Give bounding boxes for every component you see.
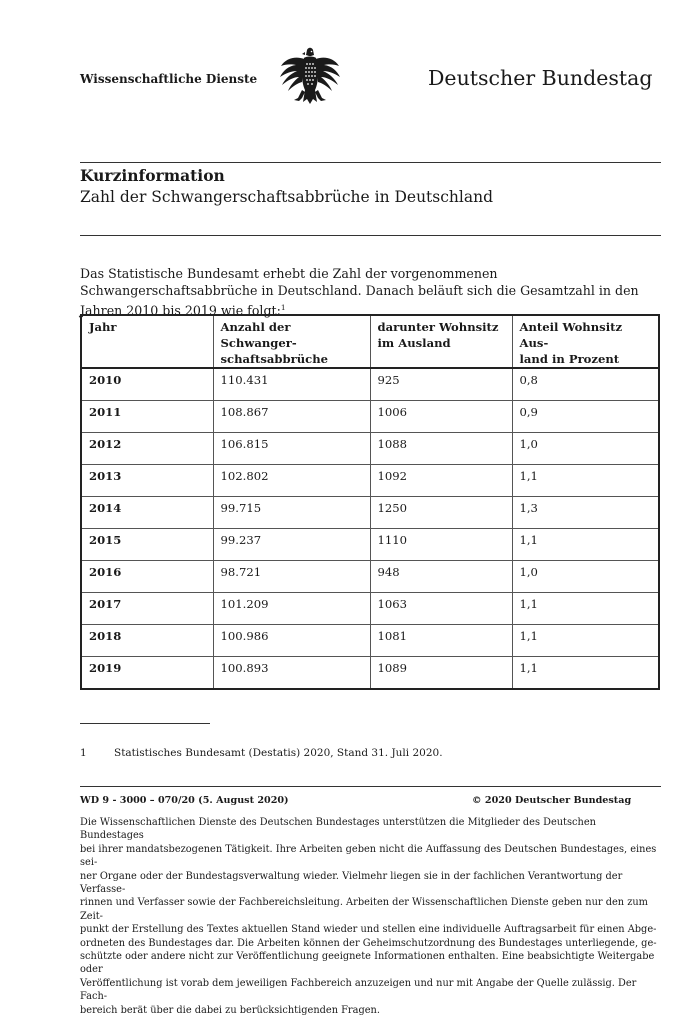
- divider: [80, 162, 661, 163]
- disclaimer-text: Die Wissenschaftlichen Dienste des Deutschen Bundestages unterstützen die Mitglieder des Deutschen Bundestages bei ihrer mandatsbezogenen Tätigkeit. Ihre Arbeiten geben nicht die Auffassung des Deutschen Bundestages, eines sei- ner Organe oder der Bundestagsverwaltung wieder. Vielmehr liegen sie in der fachlichen Verantwortung der Verfasse- rinnen und Verfasser sowie der Fachbereichsleitung. Arbeiten der Wissenschaftlichen Dienste geben nur den zum Zeit- punkt der Erstellung des Textes aktuellen Stand wieder und stellen eine individuelle Auftragsarbeit für einen Abge- ordneten des Bundestages dar. Die Arbeiten können der Geheimschutzordnung des Bundestages unterliegende, ge- schützte oder andere nicht zur Veröffentlichung geeignete Informationen enthalten. Eine beabsichtigte Weitergabe oder Veröffentlichung ist vorab dem jeweiligen Fachbereich anzuzeigen und nur mit Angabe der Quelle zulässig. Der Fach- bereich berät über die dabei zu berücksichtigenden Fragen.: [80, 817, 657, 1016]
- cell-abroad: 948: [370, 561, 512, 593]
- cell-year: 2011: [81, 401, 213, 433]
- cell-share: 1,0: [512, 433, 659, 465]
- column-header-share: Anteil Wohnsitz Aus- land in Prozent: [512, 315, 659, 368]
- document-type-heading: Kurzinformation: [80, 166, 225, 185]
- cell-year: 2017: [81, 593, 213, 625]
- table-row: [81, 561, 659, 593]
- cell-year: 2015: [81, 529, 213, 561]
- cell-count: 100.986: [213, 625, 370, 657]
- document-reference: WD 9 - 3000 – 070/20 (5. August 2020): [80, 795, 289, 806]
- cell-share: 1,3: [512, 497, 659, 529]
- table-row: [81, 401, 659, 433]
- table-header-row: [81, 315, 659, 368]
- column-header-year: Jahr: [81, 315, 213, 368]
- table-row: [81, 465, 659, 497]
- cell-year: 2012: [81, 433, 213, 465]
- divider: [80, 235, 661, 236]
- cell-year: 2014: [81, 497, 213, 529]
- cell-count: 100.893: [213, 657, 370, 690]
- cell-share: 1,1: [512, 465, 659, 497]
- table-row: [81, 529, 659, 561]
- table-row: [81, 625, 659, 657]
- cell-count: 99.715: [213, 497, 370, 529]
- cell-year: 2016: [81, 561, 213, 593]
- cell-abroad: 1006: [370, 401, 512, 433]
- cell-abroad: 1110: [370, 529, 512, 561]
- cell-share: 1,1: [512, 625, 659, 657]
- cell-year: 2019: [81, 657, 213, 690]
- cell-abroad: 1088: [370, 433, 512, 465]
- cell-count: 106.815: [213, 433, 370, 465]
- footnote-text: Statistisches Bundesamt (Destatis) 2020, Stand 31. Juli 2020.: [114, 747, 443, 759]
- cell-share: 0,8: [512, 368, 659, 401]
- intro-text: Das Statistische Bundesamt erhebt die Zahl der vorgenommenen Schwangerschaftsabbrüche in Deutschland. Danach beläuft sich die Gesamtzahl in den Jahren 2010 bis 2019 wie folgt:: [80, 266, 639, 318]
- copyright-notice: © 2020 Deutscher Bundestag: [472, 795, 632, 806]
- cell-share: 1,0: [512, 561, 659, 593]
- cell-count: 99.237: [213, 529, 370, 561]
- cell-abroad: 1089: [370, 657, 512, 690]
- cell-share: 0,9: [512, 401, 659, 433]
- table-row: [81, 657, 659, 690]
- intro-paragraph: [80, 265, 665, 319]
- table-row: [81, 433, 659, 465]
- footnote: [80, 747, 443, 759]
- cell-abroad: 1063: [370, 593, 512, 625]
- cell-count: 102.802: [213, 465, 370, 497]
- cell-share: 1,1: [512, 529, 659, 561]
- table-row: [81, 497, 659, 529]
- cell-year: 2013: [81, 465, 213, 497]
- table-row: [81, 593, 659, 625]
- column-header-abroad: darunter Wohnsitz im Ausland: [370, 315, 512, 368]
- cell-count: 110.431: [213, 368, 370, 401]
- cell-abroad: 1092: [370, 465, 512, 497]
- footnote-number: 1: [80, 747, 87, 759]
- department-label: Wissenschaftliche Dienste: [80, 72, 258, 86]
- footnote-separator: [80, 723, 210, 724]
- column-header-count: Anzahl der Schwanger- schaftsabbrüche: [213, 315, 370, 368]
- cell-count: 108.867: [213, 401, 370, 433]
- cell-count: 101.209: [213, 593, 370, 625]
- table-row: [81, 368, 659, 401]
- cell-abroad: 925: [370, 368, 512, 401]
- cell-year: 2018: [81, 625, 213, 657]
- institution-name: Deutscher Bundestag: [428, 66, 653, 90]
- page-title: Zahl der Schwangerschaftsabbrüche in Deutschland: [80, 188, 494, 206]
- cell-share: 1,1: [512, 593, 659, 625]
- cell-abroad: 1250: [370, 497, 512, 529]
- cell-abroad: 1081: [370, 625, 512, 657]
- footnote-reference[interactable]: 1: [280, 303, 286, 312]
- abortion-statistics-table: [80, 314, 660, 690]
- footer-divider: [80, 786, 661, 787]
- cell-year: 2010: [81, 368, 213, 401]
- cell-count: 98.721: [213, 561, 370, 593]
- federal-eagle-icon: [278, 46, 342, 112]
- cell-share: 1,1: [512, 657, 659, 690]
